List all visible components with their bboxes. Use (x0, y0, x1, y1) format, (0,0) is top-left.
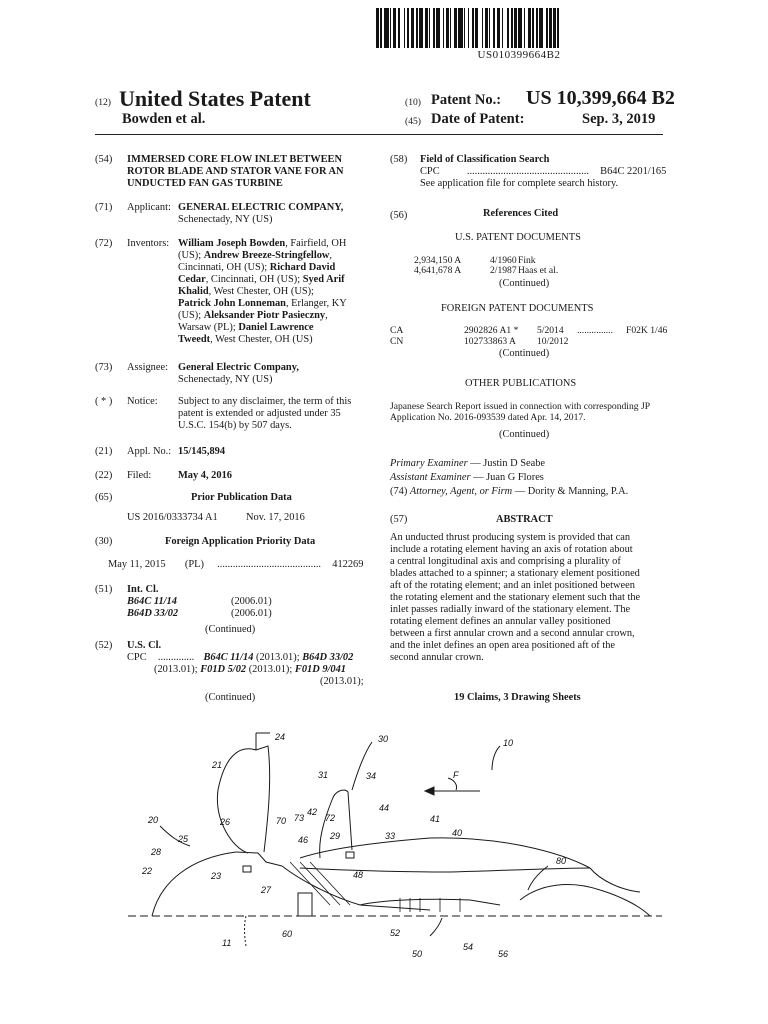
cpc-line-2 (154, 664, 346, 676)
reference-numeral: 25 (178, 834, 189, 844)
foreign-doc-country: CA (390, 325, 404, 336)
abstract-line: second annular crown. (390, 652, 484, 663)
appl-number: 15/145,894 (178, 446, 226, 457)
foreign-priority-heading: Foreign Application Priority Data (165, 536, 316, 547)
abstract-line: and the inlet defines an open area positioned aft of the (390, 640, 616, 651)
abstract-heading: ABSTRACT (496, 514, 553, 525)
reference-numeral: 40 (452, 828, 463, 838)
us-doc-number: 4,641,678 A (414, 265, 462, 276)
reference-numeral: 11 (222, 938, 232, 948)
attorney-name: — Dority & Manning, P.A. (514, 486, 629, 497)
reference-numeral: 28 (151, 847, 162, 857)
reference-numeral: 56 (498, 949, 509, 959)
us-doc-name: Haas et al. (518, 265, 559, 276)
prior-code: (65) (95, 492, 113, 503)
barcode (376, 8, 662, 48)
field-heading: Field of Classification Search (420, 154, 550, 165)
inventors-short: Bowden et al. (122, 111, 206, 127)
abstract-text (390, 532, 664, 664)
reference-numeral: 48 (353, 870, 364, 880)
us-doc-name: Fink (518, 255, 536, 266)
attorney-code: (74) (390, 486, 408, 497)
title-line: IMMERSED CORE FLOW INLET BETWEEN (127, 154, 342, 165)
inventor-location: , Cincinnati, OH (US); (205, 274, 303, 285)
cpc-version: (2013.01); (256, 652, 300, 663)
title-code: (54) (95, 154, 113, 165)
header-rule (95, 134, 663, 135)
inventor-line (178, 238, 378, 250)
abstract-line: between a first annular crown and a second annular crown, (390, 628, 635, 639)
foreign-priority-country: (PL) (184, 559, 204, 570)
reference-numeral: 70 (276, 816, 287, 826)
inventor-name: Tweedt (178, 334, 211, 345)
assignee-label: Assignee: (127, 362, 168, 373)
inventor-line (178, 298, 378, 310)
core-cowl (300, 838, 590, 868)
reference-numeral: 29 (330, 831, 341, 841)
filed-date: May 4, 2016 (178, 470, 232, 481)
cpc-line-3: (2013.01); (320, 676, 364, 687)
us-doc-number: 2,934,150 A (414, 255, 462, 266)
intcl-version: (2006.01) (231, 596, 272, 607)
inventor-name: Syed Arif (302, 274, 345, 285)
assignee-city: Schenectady, NY (US) (178, 374, 273, 385)
intcl-class: B64D 33/02 (127, 608, 179, 619)
primary-examiner (390, 458, 545, 470)
inventor-location: , Fairfield, OH (285, 238, 347, 249)
cpc-class: B64D 33/02 (302, 652, 354, 663)
assistant-examiner-label: Assistant Examiner (390, 472, 471, 483)
reference-numeral: 20 (148, 815, 159, 825)
notice-text (178, 396, 378, 432)
us-docs-continued: (Continued) (499, 278, 550, 289)
gear-box (298, 893, 312, 916)
field-cpc-label: CPC (420, 166, 440, 177)
inventors-code: (72) (95, 238, 113, 249)
notice-line: Subject to any disclaimer, the term of this (178, 396, 352, 407)
applicant-label: Applicant: (127, 202, 171, 213)
uscl-label: U.S. Cl. (127, 640, 162, 651)
applicant-code: (71) (95, 202, 113, 213)
foreign-doc-date: 5/2014 (537, 325, 564, 336)
spinner-outline (152, 852, 236, 916)
refs-code: (56) (390, 210, 408, 221)
inventor-location: (US); (178, 250, 204, 261)
foreign-docs-continued: (Continued) (499, 348, 550, 359)
cpc-class: F01D 9/041 (294, 664, 346, 675)
appl-label: Appl. No.: (127, 446, 172, 457)
reference-numeral: 46 (298, 835, 309, 845)
inventor-location: , West Chester, OH (US); (208, 286, 314, 297)
foreign-doc-number: 2902826 A1 * (464, 325, 519, 336)
title-line: UNDUCTED FAN GAS TURBINE (127, 178, 283, 189)
invention-title (127, 154, 377, 190)
abstract-line: An unducted thrust producing system is provided that can (390, 532, 631, 543)
hub-pin (346, 852, 354, 858)
appl-code: (21) (95, 446, 113, 457)
assistant-examiner-name: — Juan G Flores (473, 472, 544, 483)
abstract-line: a central longitudinal axis and comprising a plurality of (390, 556, 621, 567)
inventor-name: William Joseph Bowden (178, 238, 286, 249)
foreign-doc-number: 102733863 A (464, 336, 516, 347)
reference-numeral: 24 (275, 732, 286, 742)
reference-numeral: 22 (142, 866, 153, 876)
reference-numeral: 60 (282, 929, 293, 939)
foreign-priority-date: May 11, 2015 (108, 559, 166, 570)
reference-numeral: 10 (503, 738, 514, 748)
us-doc-date: 4/1960 (490, 255, 517, 266)
reference-numeral: 72 (325, 813, 336, 823)
abstract-line: include a rotating element having an axis of rotation about (390, 544, 633, 555)
abstract-code: (57) (390, 514, 408, 525)
hub-pin (243, 866, 251, 872)
barcode-bar (559, 8, 562, 48)
reference-numeral: F (453, 770, 459, 780)
core-cowl-inner (300, 868, 590, 872)
primary-examiner-name: — Justin D Seabe (470, 458, 545, 469)
notice-line: U.S.C. 154(b) by 507 days. (178, 420, 292, 431)
reference-numeral: 50 (412, 949, 423, 959)
refs-heading: References Cited (483, 208, 559, 219)
field-cpc-row (420, 166, 666, 178)
notice-label: Notice: (127, 396, 158, 407)
other-pubs-heading: OTHER PUBLICATIONS (465, 378, 577, 389)
reference-numeral: 42 (307, 807, 318, 817)
uscl-continued: (Continued) (205, 692, 256, 703)
inventor-name: Aleksander Piotr Pasieczny (203, 310, 326, 321)
inventor-location: Warsaw (PL); (178, 322, 239, 333)
exhaust-plug (520, 885, 650, 916)
inventor-location: , (329, 250, 333, 261)
inventor-line (178, 262, 378, 274)
inventors-list (178, 238, 378, 346)
stator-vane-front (320, 800, 332, 858)
inventor-name: Richard David (269, 262, 336, 273)
filed-code: (22) (95, 470, 113, 481)
reference-numeral: 44 (379, 803, 390, 813)
foreign-docs-heading: FOREIGN PATENT DOCUMENTS (441, 303, 594, 314)
reference-numeral: 73 (294, 813, 305, 823)
reference-numeral: 21 (212, 760, 223, 770)
hub-outline (236, 852, 282, 866)
foreign-priority-dots: ........................................ (217, 559, 322, 570)
assistant-examiner (390, 472, 544, 484)
foreign-priority-number: 412269 (332, 559, 364, 570)
leader (492, 746, 500, 770)
abstract-line: inlet passes radially inward of the stationary element. The (390, 604, 631, 615)
attorney-label: Attorney, Agent, or Firm (409, 486, 513, 497)
prior-heading: Prior Publication Data (191, 492, 292, 503)
inventor-line (178, 286, 378, 298)
patent-drawing (0, 700, 768, 980)
cpc-label: CPC (127, 652, 147, 663)
primary-examiner-label: Primary Examiner (390, 458, 468, 469)
inventor-name: Cedar (178, 274, 206, 285)
foreign-doc-class: F02K 1/46 (626, 325, 668, 336)
abstract-line: rotating element defines an annular valley positioned (390, 616, 611, 627)
field-dots: ............................................... (466, 166, 589, 177)
field-class: B64C 2201/165 (600, 166, 667, 177)
inventor-name: Patrick John Lonneman (178, 298, 286, 309)
assignee-name: General Electric Company, (178, 362, 299, 373)
foreign-priority-code: (30) (95, 536, 113, 547)
inventor-location: , (325, 310, 328, 321)
applicant-name: GENERAL ELECTRIC COMPANY, (178, 202, 344, 213)
abstract-line: blades attached to a spinner; a stationary element positioned (390, 568, 640, 579)
cpc-class: B64C 11/14 (203, 652, 254, 663)
prior-date: Nov. 17, 2016 (246, 512, 305, 523)
inventors-label: Inventors: (127, 238, 170, 249)
reference-numeral: 52 (390, 928, 401, 938)
foreign-priority-row (108, 559, 363, 571)
assignee-code: (73) (95, 362, 113, 373)
filed-label: Filed: (127, 470, 152, 481)
field-note: See application file for complete search history. (420, 178, 619, 189)
reference-numeral: 34 (366, 771, 377, 781)
cpc-line-1 (127, 652, 353, 664)
inventor-line (178, 310, 378, 322)
reference-numeral: 27 (261, 885, 272, 895)
rotor-blade-trailing (256, 746, 270, 852)
inventor-line (178, 322, 378, 334)
intcl-label: Int. Cl. (127, 584, 159, 595)
prior-pub: US 2016/0333734 A1 (127, 512, 218, 523)
abstract-line: aft of the rotating element; and an inlet positioned between (390, 580, 635, 591)
foreign-doc-country: CN (390, 336, 404, 347)
patent-type-title: United States Patent (119, 86, 311, 111)
reference-numeral: 26 (220, 817, 231, 827)
foreign-doc-dots: ............... (577, 325, 613, 336)
intcl-code: (51) (95, 584, 113, 595)
us-docs-heading: U.S. PATENT DOCUMENTS (455, 232, 581, 243)
other-pubs-line: Application No. 2016-093539 dated Apr. 14, 2017. (390, 412, 586, 424)
cpc-class: F01D 5/02 (200, 664, 247, 675)
code-10: (10) (405, 97, 421, 108)
date-label: Date of Patent: (431, 111, 525, 127)
us-doc-date: 2/1987 (490, 265, 517, 276)
leader (245, 916, 247, 946)
patent-date: Sep. 3, 2019 (582, 111, 656, 127)
exhaust (590, 868, 640, 892)
inventor-name: Khalid (178, 286, 209, 297)
code-45: (45) (405, 116, 421, 127)
cpc-dots: .............. (157, 652, 195, 663)
barcode-number: US010399664B2 (477, 49, 561, 61)
inventor-location: (US); (178, 310, 204, 321)
reference-numeral: 54 (463, 942, 474, 952)
cpc-version: (2013.01); (248, 664, 293, 675)
core-engine (360, 899, 500, 905)
applicant-city: Schenectady, NY (US) (178, 214, 273, 225)
inventor-name: Daniel Lawrence (238, 322, 314, 333)
reference-numeral: 30 (378, 734, 389, 744)
attorney (390, 486, 628, 498)
inventor-line (178, 334, 378, 346)
intcl-version: (2006.01) (231, 608, 272, 619)
patent-no-label: Patent No.: (431, 92, 502, 108)
reference-numeral: 31 (318, 770, 329, 780)
abstract-line: the rotating element and the stationary element such that the (390, 592, 641, 603)
inventor-line (178, 250, 378, 262)
leader (430, 918, 442, 936)
other-pubs-line: Japanese Search Report issued in connection with corresponding JP (390, 401, 651, 412)
notice-line: patent is extended or adjusted under 35 (178, 408, 341, 419)
intcl-continued: (Continued) (205, 624, 256, 635)
uscl-code: (52) (95, 640, 113, 651)
inventor-location: , Erlanger, KY (285, 298, 347, 309)
leader (352, 742, 372, 790)
inventor-name: Andrew Breeze-Stringfellow (203, 250, 330, 261)
title-line: ROTOR BLADE AND STATOR VANE FOR AN (127, 166, 344, 177)
inventor-location: , West Chester, OH (US) (210, 334, 313, 345)
patent-number: US 10,399,664 B2 (526, 87, 675, 109)
reference-numeral: 41 (430, 814, 441, 824)
cpc-version: (2013.01); (154, 664, 198, 675)
rotor-blade (217, 749, 256, 853)
foreign-doc-date: 10/2012 (537, 336, 569, 347)
notice-code: ( * ) (95, 396, 113, 407)
reference-numeral: 23 (211, 871, 222, 881)
inventor-line (178, 274, 378, 286)
field-code: (58) (390, 154, 408, 165)
intcl-class: B64C 11/14 (127, 596, 177, 607)
reference-numeral: 33 (385, 831, 396, 841)
inventor-location: Cincinnati, OH (US); (178, 262, 270, 273)
reference-numeral: 80 (556, 856, 567, 866)
flow-arrowhead (425, 787, 434, 795)
other-pubs-text (390, 401, 665, 423)
other-pubs-continued: (Continued) (499, 429, 550, 440)
claims-summary: 19 Claims, 3 Drawing Sheets (454, 692, 581, 703)
code-12: (12) (95, 97, 111, 108)
